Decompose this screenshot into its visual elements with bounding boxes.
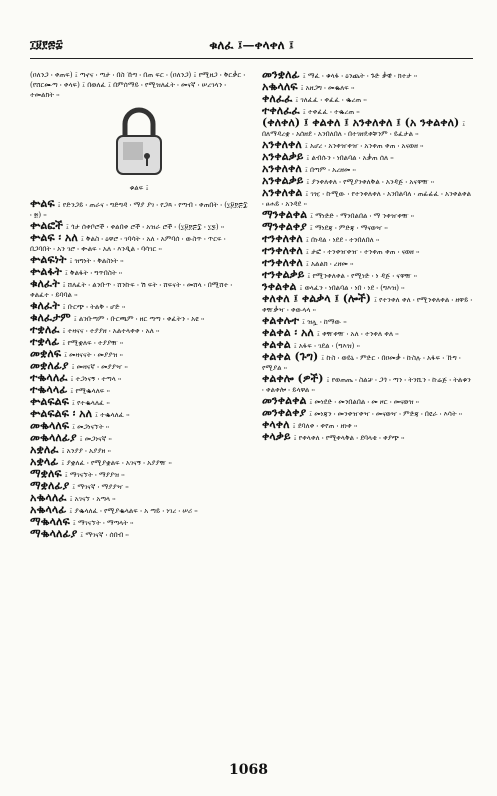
entry-headword: መቈላለፍ — [30, 419, 70, 432]
entry-headword: ቍልፍ — [30, 197, 55, 210]
header-title: ቁለፈ ፤—ቀላቀለ ፤ — [209, 38, 294, 52]
entry-definition: ፤ በለማዳረቋ ፡ አሰዘደ ፡ አንበለበለ ፡ በተገዘዴቀቹንም ፡ ይፈታል ፡፡ — [262, 120, 466, 138]
intro-text: (ዐለንጋ ፡ ቀጠፍ) ፤ ጣኖና ፡ ጣታ ፡ በስ ኹግ ፡ በጠ ፍር ፡ (ዐለንጋ) ፤ የሚዘጋ ፡ ቅርቃር ፡ (የሸርሙጣ ፡ ቀላፍ) ፤ በወለፈ ፤ በምሰማይ ፡ የሚዝለፈት ፡ መናኛ ፡ ሠረገላን ፡ ተመልክት ፡፡ — [30, 71, 246, 99]
entry-definition: ፤ ማነደጃ ፡ ምድጃ ፡ ማናወዣ ፡፡ — [309, 224, 388, 232]
entry-headword: ማንቀልቀል — [262, 208, 308, 221]
entry-definition: ፤ መጋነናኘት ፡፡ — [72, 423, 110, 431]
entry-headword: ተቈላለፈ — [30, 371, 68, 384]
entry-headword: ቀላቃይ — [262, 430, 291, 443]
entry-headword: ቍልፎች — [30, 219, 63, 232]
dictionary-entry — [262, 328, 474, 339]
dictionary-entry — [30, 199, 248, 220]
entry-definition: ፤ ጎታ ሰቀቦሮች ፡ ቀልበቀ ሮች ፡ አዝራ ሮች ፡ (፲፱፻፷፰ ፡ ፲፯) ፡፡ — [65, 223, 225, 231]
entry-definition: ፤ ቀዥቀዥ ፡ አለ ፡ ተንቀለ ቀለ ፡፡ — [316, 330, 399, 338]
entry-definition: ፤ ያቈላለፈ ፡ የሚያቈላልፍ ፡ አ ጣይ ፡ ነገረ ፡ ሠሪ ፡፡ — [69, 507, 198, 515]
dictionary-entry — [262, 352, 474, 373]
dictionary-entry — [30, 445, 248, 456]
dictionary-entry — [30, 529, 248, 540]
entry-definition: ፤ ተቀፈፈ ፡ ተቈረጠ ፡፡ — [302, 108, 360, 116]
entry-headword: ተንቀልቃይ — [262, 268, 305, 281]
entry-headword: ተቀለፈፈ — [262, 104, 300, 117]
entry-headword: ቀልቀል — [262, 338, 291, 351]
header-year: ፲፱፻፷፰ — [30, 38, 63, 51]
entry-definition: ፤ ያቋለፈ ፡ የሚያቋልፍ ፡ አገናኝ ፡ አያያዥ ፡፡ — [61, 459, 172, 467]
entry-headword: አቈላላፊ — [30, 503, 67, 516]
entry-headword: አንቀልቃይ — [262, 174, 304, 187]
entry-definition: ፤ ማገናኘት ፡ ማያያዝ ፡፡ — [64, 471, 125, 479]
page-number: 1068 — [229, 762, 268, 778]
entry-headword: ቍልፋት — [30, 265, 62, 278]
left-entry-list — [30, 199, 248, 540]
entry-definition: ፤ ተቈላለፈ ፡፡ — [95, 411, 130, 419]
entry-definition: ፤ አዘጋግ ፡ መቈለፍ ፡፡ — [300, 84, 355, 92]
entry-headword: ማቈላለፊያ — [30, 527, 78, 540]
entry-definition: ፤ ተዛናና ፡ ተያያዘ ፡ አልተላቀቀ ፡ አለ ፡፡ — [62, 327, 160, 335]
entry-definition: ፤ የወጠጤ ፡ ስልቻ ፡ ጋጎ ፡ ጣን ፡ ትንሺን ፡ ኩሬጅ ፡ ትልቁን ፡ ቀልቀሎ ፡ ይላዋል ፡፡ — [262, 376, 471, 394]
entry-headword: መንቀልቀያ — [262, 406, 307, 419]
entry-definition: ፤ ዝግነት ፡ ቅልስነት ፡፡ — [69, 257, 124, 265]
entry-headword: ማቋለፊያ — [30, 479, 70, 492]
entry-definition: ፤ ቅልፋት ፡ ግጥበስት ፡፡ — [64, 269, 123, 277]
entry-definition: ፤ አንያያ ፡ አያያዘ ፡፡ — [61, 447, 111, 455]
entry-headword: ቀላቀለ — [262, 418, 290, 431]
entry-headword: ቍልፍልፍ ፡ አለ — [30, 407, 93, 420]
entry-headword: ቍልፍ ፡ አለ — [30, 231, 78, 244]
entry-headword: መቋለፊያ — [30, 359, 69, 372]
dictionary-entry — [262, 408, 474, 419]
entry-definition: ፤ ገለፈፈ ፡ ቀፈፈ ፡ ቈረጠ ፡፡ — [295, 96, 367, 104]
entry-definition: ፤ የሚንቀለቀል ፡ የሚነድ ፡ ነ ዳጅ ፡ ናዋዥ ፡፡ — [307, 272, 417, 280]
entry-headword: ቁለፈታም — [30, 311, 71, 324]
entry-definition: ፤ ያንቀለቀለ ፡ የሚያንቀለቅል ፡ አንዳጅ ፡ አናዋዥ ፡፡ — [306, 178, 435, 186]
entry-definition: ፤ ቅልስ ፡ ዕዋሮ ፡ ገባሳት ፡ አለ ፡ አምባሰ ፡ ውስጥ ፡ ጥርፍ ፡ በጋባበት ፡ አን ገሮ ፡ ቍልፍ ፡ አለ ፡ እንዲል ፡ ባሳገር ፡፡ — [30, 235, 226, 253]
entry-definition: ፤ መነጃን ፡ መንቀዠቀዣ ፡ መናወዣ ፡ ምድጃ ፡ በዩራ ፡ እሳት ፡፡ — [309, 410, 463, 418]
entry-definition: ፤ በጣም ፡ አረዘመ ፡፡ — [304, 166, 356, 174]
entry-headword: ቁለፈት — [30, 277, 60, 290]
entry-headword: አንቀለቀለ — [262, 138, 302, 151]
dictionary-entry — [262, 294, 474, 315]
entry-definition: ፤ ማገናኛ ፡ ማያያዣ ፡፡ — [72, 483, 129, 491]
entry-definition: ፤ አፋፍ ፡ ገደል ፡ (ግእዝ) ፡፡ — [293, 342, 360, 350]
entry-definition: ፤ ልብሱን ፡ ነበልባል ፡ አቃጠ ሰለ ፡፡ — [306, 154, 394, 162]
padlock-illustration — [30, 106, 248, 181]
dictionary-entry — [30, 457, 248, 468]
dictionary-entry — [262, 432, 474, 443]
entry-headword: ቀልቀል (ጉግ) — [262, 350, 319, 363]
dictionary-entry — [30, 313, 248, 324]
entry-headword: ንቀልቀል — [262, 280, 297, 293]
entry-definition: ፤ ቡርጭ ፡ ትልቅ ፡ ሆድ ፡፡ — [62, 303, 126, 311]
entry-definition: ፤ በነዳል ፡ ነደደ ፡ ተንበለበለ ፡፡ — [305, 236, 380, 244]
entry-definition: ፤ የተቈላለፈ ፡፡ — [71, 399, 110, 407]
entry-headword: አንቀለቀለ — [262, 162, 302, 175]
entry-definition: ፤ የተንቀለ ቀለ ፡ የሚንቀለቀል ፡ ዘዋይ ፡ ቀዥቃዣ ፡ ቀውላላ ፡፡ — [262, 296, 473, 314]
entry-definition: ፤ አገናኘ ፡ አጣላ ፡፡ — [69, 495, 116, 503]
entry-headword: ማቈላለፍ — [30, 515, 70, 528]
dictionary-entry — [262, 118, 474, 139]
entry-definition: ፤ ኩስ ፡ ወይኒ ፡ ምድር ፡ በዐመቃ ፡ ኩስሉ ፡ አፋፍ ፡ ኹግ ፡ የሚያል ፡፡ — [262, 354, 461, 372]
dictionary-entry — [30, 267, 248, 278]
entry-headword: ቍልፍልፍ — [30, 395, 69, 408]
entry-headword: መቋለፍ — [30, 347, 62, 360]
entry-headword: ቀለቀለ ፤ ቀልቃላ ፤ (ሎች) — [262, 292, 371, 305]
entry-headword: መቈላለፊያ — [30, 431, 77, 444]
right-entry-list — [262, 70, 474, 443]
entry-definition: ፤ አልልክ ፡ ረዘመ ፡፡ — [305, 260, 354, 268]
image-caption: ቁልፍ ፤ — [129, 184, 149, 192]
entry-definition: ፤ ታፎ ፡ ተንቀዠቀዠ ፡ ተንቀጠ ቀጠ ፡ ናወዘ ፡፡ — [305, 248, 420, 256]
page-header — [30, 38, 473, 59]
entry-headword: ቀለፈፈ — [262, 92, 293, 105]
entry-headword: ቀልቀል ፡ አለ — [262, 326, 314, 339]
entry-definition: ፤ ገዢ ፡ ኩሚው ፡ የተንቀለቀለ ፡ አንበልባለ ፡ ጠፊፊፈ ፡ አንቀልቀል ፡ ፀሐይ ፡ አንዳደ ፡፡ — [262, 190, 472, 208]
entry-definition: ፤ መጋነናኛ ፡፡ — [79, 435, 112, 443]
entry-headword: መንቋለፊ — [262, 68, 300, 81]
entry-definition: ፤ የሚቈላለፍ ፡፡ — [70, 387, 110, 395]
entry-definition: ፤ ደባለቀ ፡ ቀየጠ ፡ ዘነቀ ፡፡ — [292, 422, 358, 430]
dictionary-entry — [30, 337, 248, 348]
entry-headword: ቀልቀሎ (ዎች) — [262, 372, 324, 385]
entry-headword: ተቋላፊ — [30, 335, 60, 348]
dictionary-entry — [30, 325, 248, 336]
entry-definition: ፤ መነደድ ፡ መንበልበል ፡ መ ዞር ፡ መናወዝ ፡፡ — [309, 398, 420, 406]
dictionary-entry — [262, 82, 474, 93]
entry-definition: ፤ መዛናናት ፡ መያያዝ ፡፡ — [64, 351, 123, 359]
entry-definition: ፤ ማገናኛ ፡ ሰበብ ፡፡ — [80, 531, 129, 539]
entry-headword: ማንቀልቀያ — [262, 220, 307, 233]
dictionary-entry — [30, 279, 248, 300]
left-column — [30, 70, 248, 541]
entry-headword: ማቋለፍ — [30, 467, 62, 480]
entry-definition: ፤ ተጋነናኝ ፡ ተጣላ ፡፡ — [70, 375, 122, 383]
entry-definition: ፤ የቀላቀለ ፡ የሚቀላቅል ፡ ደባላቂ ፡ ቀያጭ ፡፡ — [293, 434, 405, 442]
dictionary-entry — [262, 188, 474, 209]
entry-headword: አቋላፊ — [30, 455, 59, 468]
entry-definition: ፤ ልንቡጣም ፡ ቡርጫም ፡ ዘር ጣጣ ፡ ቀፈትን ፡ አዩ ፡፡ — [73, 315, 205, 323]
entry-headword: አቈላለፈ — [30, 491, 67, 504]
right-column — [262, 70, 474, 444]
entry-definition: ፤ የድንጋይ ፡ ጠራና ፡ ግድግዳ ፡ ማያ ያገ ፡ የጋጻ ፡ የጣብ ፡ ቀጠበት ፡ (፲፱፻፷፰ ፡ ፳) ፡፡ — [30, 201, 248, 219]
entry-headword: ተንቀለቀለ — [262, 244, 303, 257]
entry-headword: አንቀልቃይ — [262, 150, 304, 163]
entry-definition: ፤ ማገናኘት ፡ ማጣላት ፡፡ — [72, 519, 134, 527]
entry-headword: መንቀልቀል — [262, 394, 307, 407]
entry-definition: ፤ ወላፈን ፡ ነበልባል ፡ ነበ ፡ ነደ ፡ (ግእዝ) ፡፡ — [299, 284, 405, 292]
entry-headword: ተቋለፈ — [30, 323, 60, 336]
entry-headword: ቍልፍነት — [30, 253, 67, 266]
entry-headword: አቋለፈ — [30, 443, 59, 456]
entry-headword: (ቀለቀለ) ፤ ቀልቀለ ፤ አንቀለቀለ ፤ (አ ንቀልቀለ) — [262, 116, 460, 129]
entry-definition: ፤ አሆረ ፡ አንቀዠቀዠ ፡ አንቀጠ ቀጠ ፡ አናወዘ ፡፡ — [304, 142, 424, 150]
dictionary-entry — [30, 233, 248, 254]
entry-headword: ቀልቀሉተ — [262, 314, 300, 327]
entry-headword: ተንቀለቀለ — [262, 232, 303, 245]
entry-headword: ተቈላላፊ — [30, 383, 68, 396]
entry-headword: አንቀለቀል — [262, 186, 303, 199]
entry-definition: ፤ ማፈ ፡ ቁላፋ ፡ ዕንጨት ፡ ጉድ ቃዊ ፡ ክተታ ፡፡ — [302, 72, 418, 80]
entry-headword: ተንቀለቀለ — [262, 256, 303, 269]
entry-definition: ፤ ማነድድ ፡ ማንበልበል ፡ ማ ንቀዠቀዥ ፡፡ — [310, 212, 415, 220]
dictionary-entry — [262, 420, 474, 431]
entry-definition: ፤ መዛናኛ ፡ መያያዣ ፡፡ — [71, 363, 128, 371]
entry-definition: ፤ የሚቋለፍ ፡ ተያያዥ ፡፡ — [62, 339, 124, 347]
dictionary-entry — [30, 255, 248, 266]
dictionary-entry — [30, 433, 248, 444]
entry-headword: አቈላለፍ — [262, 80, 298, 93]
padlock-icon — [109, 106, 169, 178]
entry-headword: ቁለፈት — [30, 299, 60, 312]
entry-definition: ፤ ሸለፈት ፡ ልንቡጥ ፡ ሸንኩፍ ፡ ሽ ፍት ፡ ሸፍናት ፡ መሸላ ፡ በሚሸተ ፡ ቀልፈተ ፡ ይባባል ፡፡ — [30, 281, 233, 299]
entry-definition: ፤ ዝሏ ፡ ከማው ፡፡ — [302, 318, 347, 326]
dictionary-entry — [262, 374, 474, 395]
